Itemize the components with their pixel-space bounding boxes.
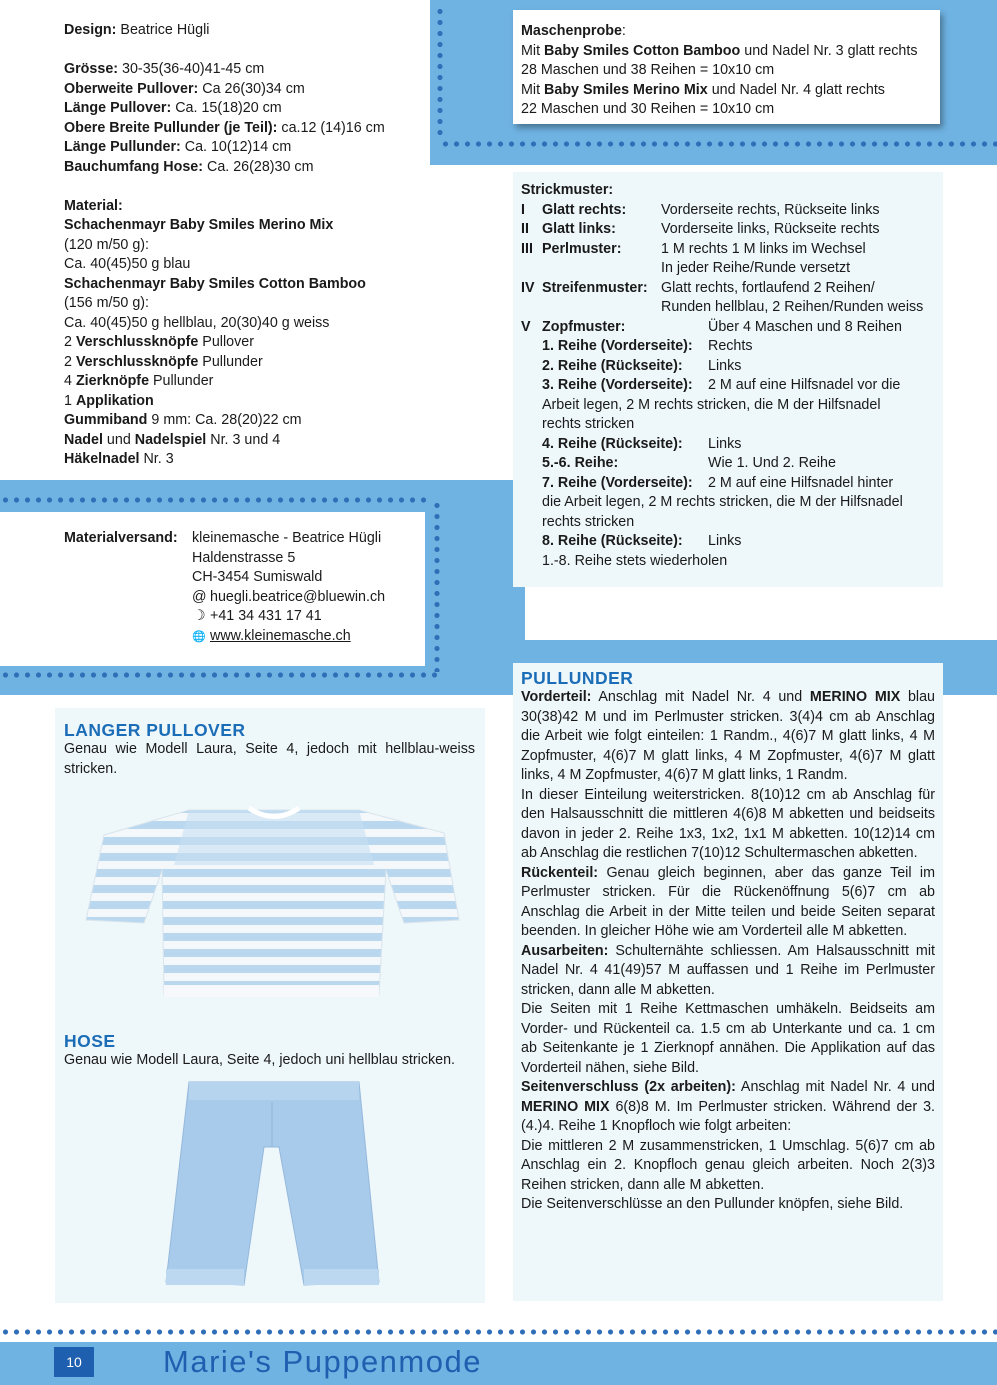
maschenprobe-line: Mit Baby Smiles Merino Mix und Nadel Nr. 4 glatt rechts — [521, 81, 885, 98]
phone-number[interactable]: +41 34 431 17 41 — [210, 608, 322, 624]
item-usage: Pullunder — [153, 373, 214, 389]
pattern-desc: Vorderseite rechts, Rückseite links — [661, 201, 880, 218]
footer-bar — [0, 1342, 997, 1385]
material-title: Material: — [64, 197, 123, 214]
globe-icon: 🌐 — [192, 630, 206, 643]
zopf-row-label: 5.-6. Reihe: — [542, 455, 619, 471]
pattern-number: IV — [521, 279, 535, 296]
item-name: Applikation — [75, 392, 154, 409]
brand-title: Marie's Puppenmode — [163, 1344, 482, 1379]
zopf-row-value: Links — [708, 435, 742, 452]
maschenprobe-line: 22 Maschen und 30 Reihen = 10x10 cm — [521, 101, 775, 117]
item-usage: Pullover — [202, 334, 254, 350]
pullunder-paragraph: Ausarbeiten: Schulternähte schliessen. Am Halsausschnitt mit Nadel Nr. 4 41(49)57 M auffassen und 1 Reihe im Perlmuster stricken, dann alle M abketten. — [521, 942, 935, 998]
pullover-hose-box — [55, 708, 485, 1303]
pullunder-paragraph: Vorderteil: Anschlag mit Nadel Nr. 4 und MERINO MIX blau 30(38)42 M und im Perlmuster stricken. 3(4)4 cm ab Anschlag die Arbeit wie folgt einteilen: 1 Randm., 4(6)7 M glatt links, 4 M Zopfmuster, 4(6)7 M glatt links, 4 M Zopfmuster, 4(6)7 M glatt links, 4 M Zopfmuster, 4(6)7 M glatt links, 1 Randm. — [521, 689, 935, 783]
dotted-divider — [0, 1328, 997, 1336]
email-line[interactable] — [192, 588, 385, 608]
web-link[interactable]: www.kleinemasche.ch — [210, 627, 351, 644]
spec-line — [64, 119, 410, 139]
item-usage: Pullunder — [202, 353, 263, 370]
item-name: Verschlussknöpfe — [75, 334, 199, 350]
versand-label: Materialversand: — [64, 530, 178, 546]
dotted-divider — [436, 6, 444, 140]
pullunder-paragraph: In dieser Einteilung weiterstricken. 8(10)12 cm ab Anschlag für den Halsausschnitt die mittleren 4(6)8 M abketten und beidseits davon in jeder 2. Reihe 1x3, 1x2, 1x1 M abketten. 10(12)14 cm ab Anschlag die restlichen 7(10)12 Schultermaschen abketten. — [521, 786, 935, 861]
gummiband-line: Gummiband 9 mm: Ca. 28(20)22 cm — [64, 412, 302, 428]
spec-value: ca.12 (14)16 cm — [281, 119, 385, 136]
spec-value: Ca. 26(28)30 cm — [207, 158, 314, 175]
at-icon: @ — [192, 588, 207, 605]
pattern-number: I — [521, 201, 525, 218]
pattern-desc: In jeder Reihe/Runde versetzt — [661, 260, 851, 276]
dotted-divider — [440, 140, 997, 148]
pattern-number — [521, 298, 542, 318]
zopf-row — [521, 435, 943, 455]
pullunder-paragraph: Die Seitenverschlüsse an den Pullunder knöpfen, siehe Bild. — [521, 1196, 904, 1212]
zopf-row — [521, 337, 943, 357]
pattern-name: Glatt links: — [542, 221, 616, 237]
zopf-rows — [521, 435, 943, 474]
pullunder-paragraph: Die mittleren 2 M zusammenstricken, 1 Umschlag. 5(6)7 cm ab Anschlag ein 2. Knopfloch genau gleich arbeiten. Noch 2(3)3 Reihen stricken, dann alle M abketten. — [521, 1137, 935, 1193]
design-line — [64, 21, 410, 41]
langer-pullover-heading: LANGER PULLOVER — [64, 720, 246, 740]
zopf-row-value: Links — [708, 357, 742, 374]
zopf-row-continuation: rechts stricken — [542, 416, 635, 432]
versand-address — [192, 529, 385, 647]
spec-label: Länge Pullover: — [64, 100, 172, 116]
address-line: kleinemasche - Beatrice Hügli — [192, 530, 382, 546]
yarn2-quantity: Ca. 40(45)50 g hellblau, 20(30)40 g weiss — [64, 314, 330, 331]
strickmuster-box — [513, 172, 943, 587]
maschenprobe-line: Mit Baby Smiles Cotton Bamboo und Nadel Nr. 3 glatt rechts — [521, 42, 918, 59]
pullunder-paragraph: Rückenteil: Genau gleich beginnen, aber das ganze Teil im Perlmuster stricken. Für die Rückenöffnung 5(6)7 cm ab Anschlag die Arbeit in der Mitte teilen und beide Seiten separat beenden. In gleicher Höhe wie am Vorderteil alle M abketten. — [521, 864, 935, 939]
design-value: Beatrice Hügli — [120, 22, 210, 38]
zopf-row — [521, 454, 943, 474]
zopf-row — [521, 357, 943, 377]
specs-box — [0, 0, 410, 480]
email-link[interactable]: huegli.beatrice@bluewin.ch — [210, 588, 386, 605]
dotted-divider — [433, 500, 441, 672]
maschenprobe-line: 28 Maschen und 38 Reihen = 10x10 cm — [521, 62, 775, 78]
item-count: 2 — [64, 334, 72, 350]
pattern-row — [521, 279, 943, 299]
item-count: 1 — [64, 392, 72, 409]
pants-image — [154, 1077, 394, 1292]
zopf-row-continuation: rechts stricken — [542, 513, 635, 530]
zopf-row-label: 1. Reihe (Vorderseite): — [542, 338, 693, 354]
pattern-name: Streifenmuster: — [542, 279, 648, 296]
yarn2-length: (156 m/50 g): — [64, 295, 150, 311]
pattern-list — [521, 201, 943, 318]
phone-icon: ☽ — [192, 608, 206, 624]
spec-line — [64, 158, 410, 178]
pattern-row: V Zopfmuster: Über 4 Maschen und 8 Reihen — [521, 318, 902, 335]
spec-label: Grösse: — [64, 61, 119, 77]
item-count: 2 — [64, 353, 72, 370]
versand-box — [0, 512, 425, 666]
zopf-row-label: 4. Reihe (Rückseite): — [542, 435, 683, 452]
spec-value: 30-35(36-40)41-45 cm — [122, 61, 265, 77]
phone-line[interactable] — [192, 607, 385, 627]
pattern-desc: Vorderseite links, Rückseite rechts — [661, 221, 880, 237]
material-item — [64, 333, 410, 353]
pullunder-paragraph: Die Seiten mit 1 Reihe Kettmaschen umhäkeln. Beidseits am Vorder- und Rückenteil ca. 1.5 cm ab Unterkante und ca. 1 cm ab Seitenkante je 1 Zierknopf annähen. Die Applikation auf das Vorderteil nähen, siehe Bild. — [521, 1001, 935, 1076]
hose-heading: HOSE — [64, 1031, 116, 1051]
spec-label: Obere Breite Pullunder (je Teil): — [64, 119, 278, 136]
spec-line — [64, 99, 410, 119]
pullunder-paragraph: Seitenverschluss (2x arbeiten): Anschlag mit Nadel Nr. 4 und MERINO MIX 6(8)8 M. Im Perlmuster stricken. Während der 3.(4.)4. Reihe 1 Knopfloch wie folgt arbeiten: — [521, 1079, 935, 1134]
item-count: 4 — [64, 373, 72, 389]
yarn1-length: (120 m/50 g): — [64, 236, 150, 253]
zopf-row-label: 2. Reihe (Rückseite): — [542, 357, 683, 374]
pattern-number: III — [521, 240, 533, 257]
pattern-row — [521, 220, 943, 240]
langer-pullover-text: Genau wie Modell Laura, Seite 4, jedoch mit hellblau-weiss stricken. — [64, 741, 475, 777]
pattern-name — [542, 259, 661, 279]
yarn2-name: Schachenmayr Baby Smiles Cotton Bamboo — [64, 275, 366, 292]
spec-line — [64, 60, 410, 80]
zopf-row: 7. Reihe (Vorderseite): 2 M auf eine Hilfsnadel hinter — [542, 474, 894, 491]
pattern-desc: Runden hellblau, 2 Reihen/Runden weiss — [661, 299, 924, 315]
zopf-repeat: 1.-8. Reihe stets wiederholen — [542, 552, 728, 569]
spec-value: Ca. 10(12)14 cm — [184, 139, 292, 155]
web-line[interactable] — [192, 627, 385, 648]
dotted-divider — [0, 671, 437, 679]
material-item-list — [64, 333, 410, 411]
dotted-divider — [0, 496, 428, 504]
pattern-name: Perlmuster: — [542, 240, 622, 257]
pattern-desc: Glatt rechts, fortlaufend 2 Reihen/ — [661, 279, 875, 296]
yarn1-name: Schachenmayr Baby Smiles Merino Mix — [64, 217, 334, 233]
pattern-row — [521, 298, 943, 318]
material-item — [64, 353, 410, 373]
pattern-name: Glatt rechts: — [542, 201, 627, 218]
zopf-rows — [521, 337, 943, 376]
spec-label: Länge Pullunder: — [64, 139, 181, 155]
zopf-row-value: Wie 1. Und 2. Reihe — [708, 455, 836, 471]
nadel-line: Nadel und Nadelspiel Nr. 3 und 4 — [64, 431, 281, 448]
pattern-row — [521, 201, 943, 221]
pullunder-box — [513, 663, 943, 1301]
pattern-row — [521, 259, 943, 279]
haekelnadel-line: Häkelnadel Nr. 3 — [64, 451, 174, 467]
pattern-row — [521, 240, 943, 260]
zopf-row-continuation: Arbeit legen, 2 M rechts stricken, die M der Hilfsnadel — [542, 396, 881, 413]
maschenprobe-title: Maschenprobe: — [521, 23, 626, 39]
maschenprobe-box — [513, 10, 940, 124]
pullunder-heading: PULLUNDER — [521, 668, 634, 688]
spec-line — [64, 80, 410, 100]
address-line: CH-3454 Sumiswald — [192, 569, 323, 585]
strickmuster-title: Strickmuster: — [521, 182, 614, 198]
sweater-image — [74, 805, 474, 1015]
yarn1-quantity: Ca. 40(45)50 g blau — [64, 256, 191, 272]
spec-value: Ca 26(30)34 cm — [202, 80, 305, 97]
spec-list — [64, 60, 410, 177]
pattern-number — [521, 259, 542, 279]
item-name: Zierknöpfe — [75, 373, 150, 389]
versand-contact — [64, 529, 425, 647]
address-line: Haldenstrasse 5 — [192, 549, 296, 566]
pattern-name — [542, 298, 661, 318]
zopf-row-value: Rechts — [708, 338, 753, 354]
material-item — [64, 392, 410, 412]
pattern-number: II — [521, 221, 529, 237]
hose-text: Genau wie Modell Laura, Seite 4, jedoch uni hellblau stricken. — [64, 1052, 456, 1068]
spec-label: Bauchumfang Hose: — [64, 158, 204, 175]
material-item — [64, 372, 410, 392]
spec-value: Ca. 15(18)20 cm — [175, 100, 282, 116]
pattern-desc: 1 M rechts 1 M links im Wechsel — [661, 240, 866, 257]
zopf-row-continuation: die Arbeit legen, 2 M rechts stricken, die M der Hilfsnadel — [542, 494, 903, 510]
zopf-row: 3. Reihe (Vorderseite): 2 M auf eine Hilfsnadel vor die — [542, 377, 901, 393]
spec-line — [64, 138, 410, 158]
spec-label: Oberweite Pullover: — [64, 80, 199, 97]
design-label: Design: — [64, 22, 117, 38]
zopf-row: 8. Reihe (Rückseite): Links — [542, 533, 742, 549]
item-name: Verschlussknöpfe — [75, 353, 199, 370]
page-number: 10 — [54, 1347, 94, 1377]
